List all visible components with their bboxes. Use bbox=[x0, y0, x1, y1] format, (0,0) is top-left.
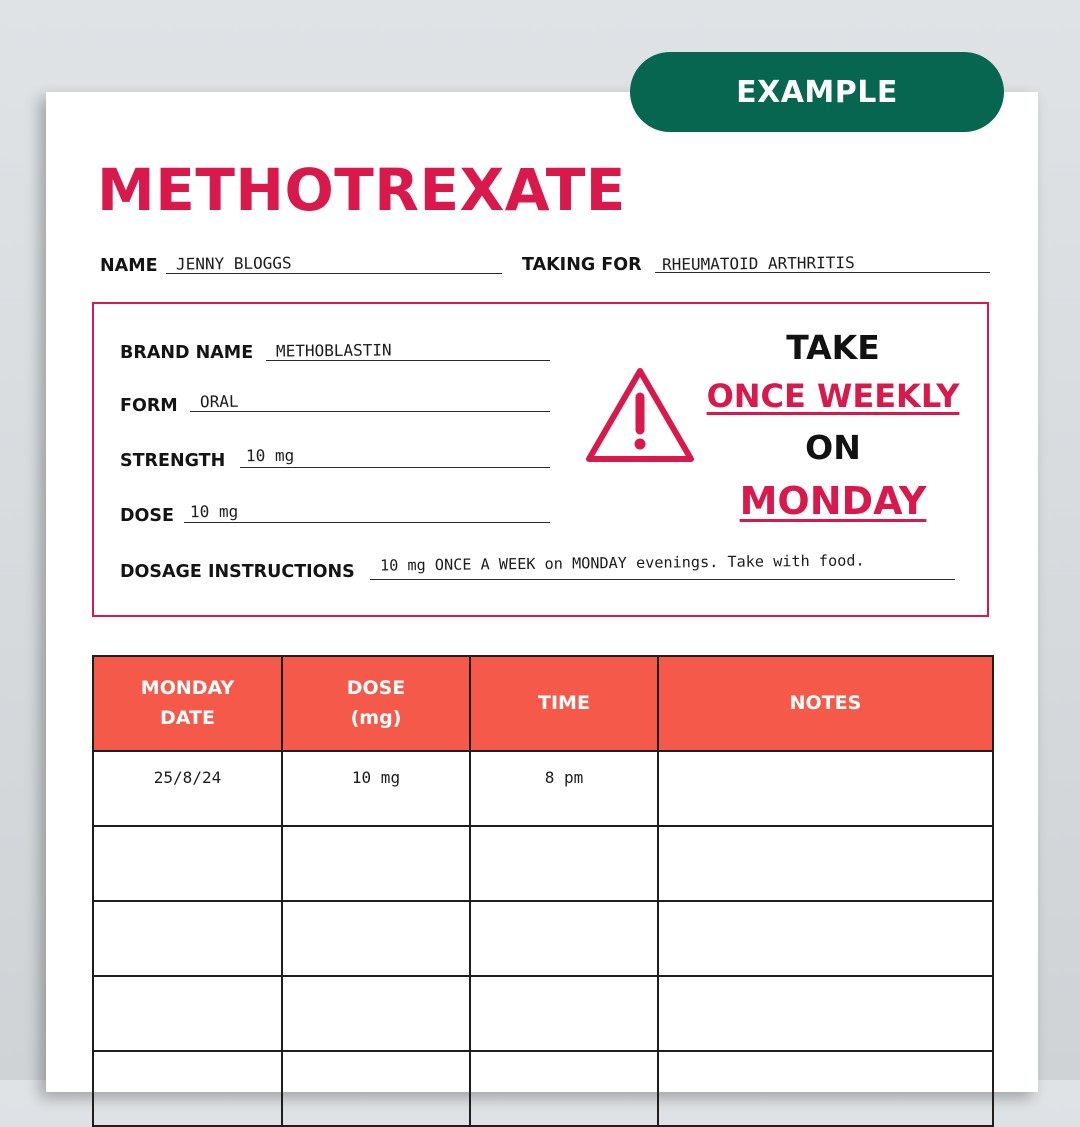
table-row bbox=[93, 826, 993, 901]
time-cell[interactable] bbox=[470, 976, 658, 1051]
taking-for-label: TAKING FOR bbox=[522, 255, 642, 275]
form-value[interactable]: ORAL bbox=[199, 391, 239, 412]
table-row bbox=[93, 751, 993, 826]
dose-label: DOSE bbox=[120, 506, 174, 526]
column-header-time: TIME bbox=[470, 656, 658, 751]
notes-cell[interactable] bbox=[658, 901, 993, 976]
table-row bbox=[93, 901, 993, 976]
time-cell[interactable] bbox=[470, 1051, 658, 1126]
table-row bbox=[93, 976, 993, 1051]
dose-cell[interactable] bbox=[282, 901, 470, 976]
dose-log-table bbox=[92, 655, 994, 1127]
example-badge: EXAMPLE bbox=[630, 52, 1004, 132]
take-line-1: TAKE bbox=[786, 328, 880, 367]
dosage-instructions-label: DOSAGE INSTRUCTIONS bbox=[120, 562, 355, 582]
name-value[interactable]: JENNY BLOGGS bbox=[175, 253, 292, 274]
date-cell[interactable]: 25/8/24 bbox=[93, 751, 282, 826]
notes-cell[interactable] bbox=[658, 976, 993, 1051]
dosage-instructions-value[interactable]: 10 mg ONCE A WEEK on MONDAY evenings. Take with food. bbox=[379, 551, 865, 575]
strength-line bbox=[240, 467, 550, 468]
table-header-row bbox=[93, 656, 993, 751]
form-label: FORM bbox=[120, 396, 178, 416]
notes-cell[interactable] bbox=[658, 826, 993, 901]
notes-cell[interactable] bbox=[658, 751, 993, 826]
dosage-instructions-line bbox=[370, 579, 955, 580]
time-cell[interactable] bbox=[470, 901, 658, 976]
time-cell[interactable] bbox=[470, 826, 658, 901]
strength-label: STRENGTH bbox=[120, 451, 226, 471]
take-line-3: ON bbox=[805, 428, 861, 467]
column-header-notes: NOTES bbox=[658, 656, 993, 751]
date-cell[interactable] bbox=[93, 826, 282, 901]
page-title: METHOTREXATE bbox=[97, 156, 626, 224]
take-day: MONDAY bbox=[739, 479, 927, 523]
notes-cell[interactable] bbox=[658, 1051, 993, 1126]
strength-value[interactable]: 10 mg bbox=[245, 445, 295, 466]
dose-cell[interactable] bbox=[282, 1051, 470, 1126]
dose-value[interactable]: 10 mg bbox=[189, 501, 239, 522]
brand-name-value[interactable]: METHOBLASTIN bbox=[275, 340, 392, 361]
date-cell[interactable] bbox=[93, 1051, 282, 1126]
take-frequency: ONCE WEEKLY bbox=[706, 377, 960, 415]
warning-triangle-icon bbox=[583, 364, 697, 468]
brand-name-label: BRAND NAME bbox=[120, 343, 254, 363]
column-header-monday-date: MONDAY DATE bbox=[93, 656, 282, 751]
time-cell[interactable]: 8 pm bbox=[470, 751, 658, 826]
form-line bbox=[190, 411, 550, 412]
taking-for-value[interactable]: RHEUMATOID ARTHRITIS bbox=[661, 252, 855, 275]
dose-cell[interactable] bbox=[282, 826, 470, 901]
date-cell[interactable] bbox=[93, 976, 282, 1051]
table-row bbox=[93, 1051, 993, 1126]
dose-cell[interactable] bbox=[282, 976, 470, 1051]
name-label: NAME bbox=[100, 256, 158, 276]
dose-cell[interactable]: 10 mg bbox=[282, 751, 470, 826]
dose-line bbox=[184, 522, 550, 523]
date-cell[interactable] bbox=[93, 901, 282, 976]
column-header-dose: DOSE (mg) bbox=[282, 656, 470, 751]
